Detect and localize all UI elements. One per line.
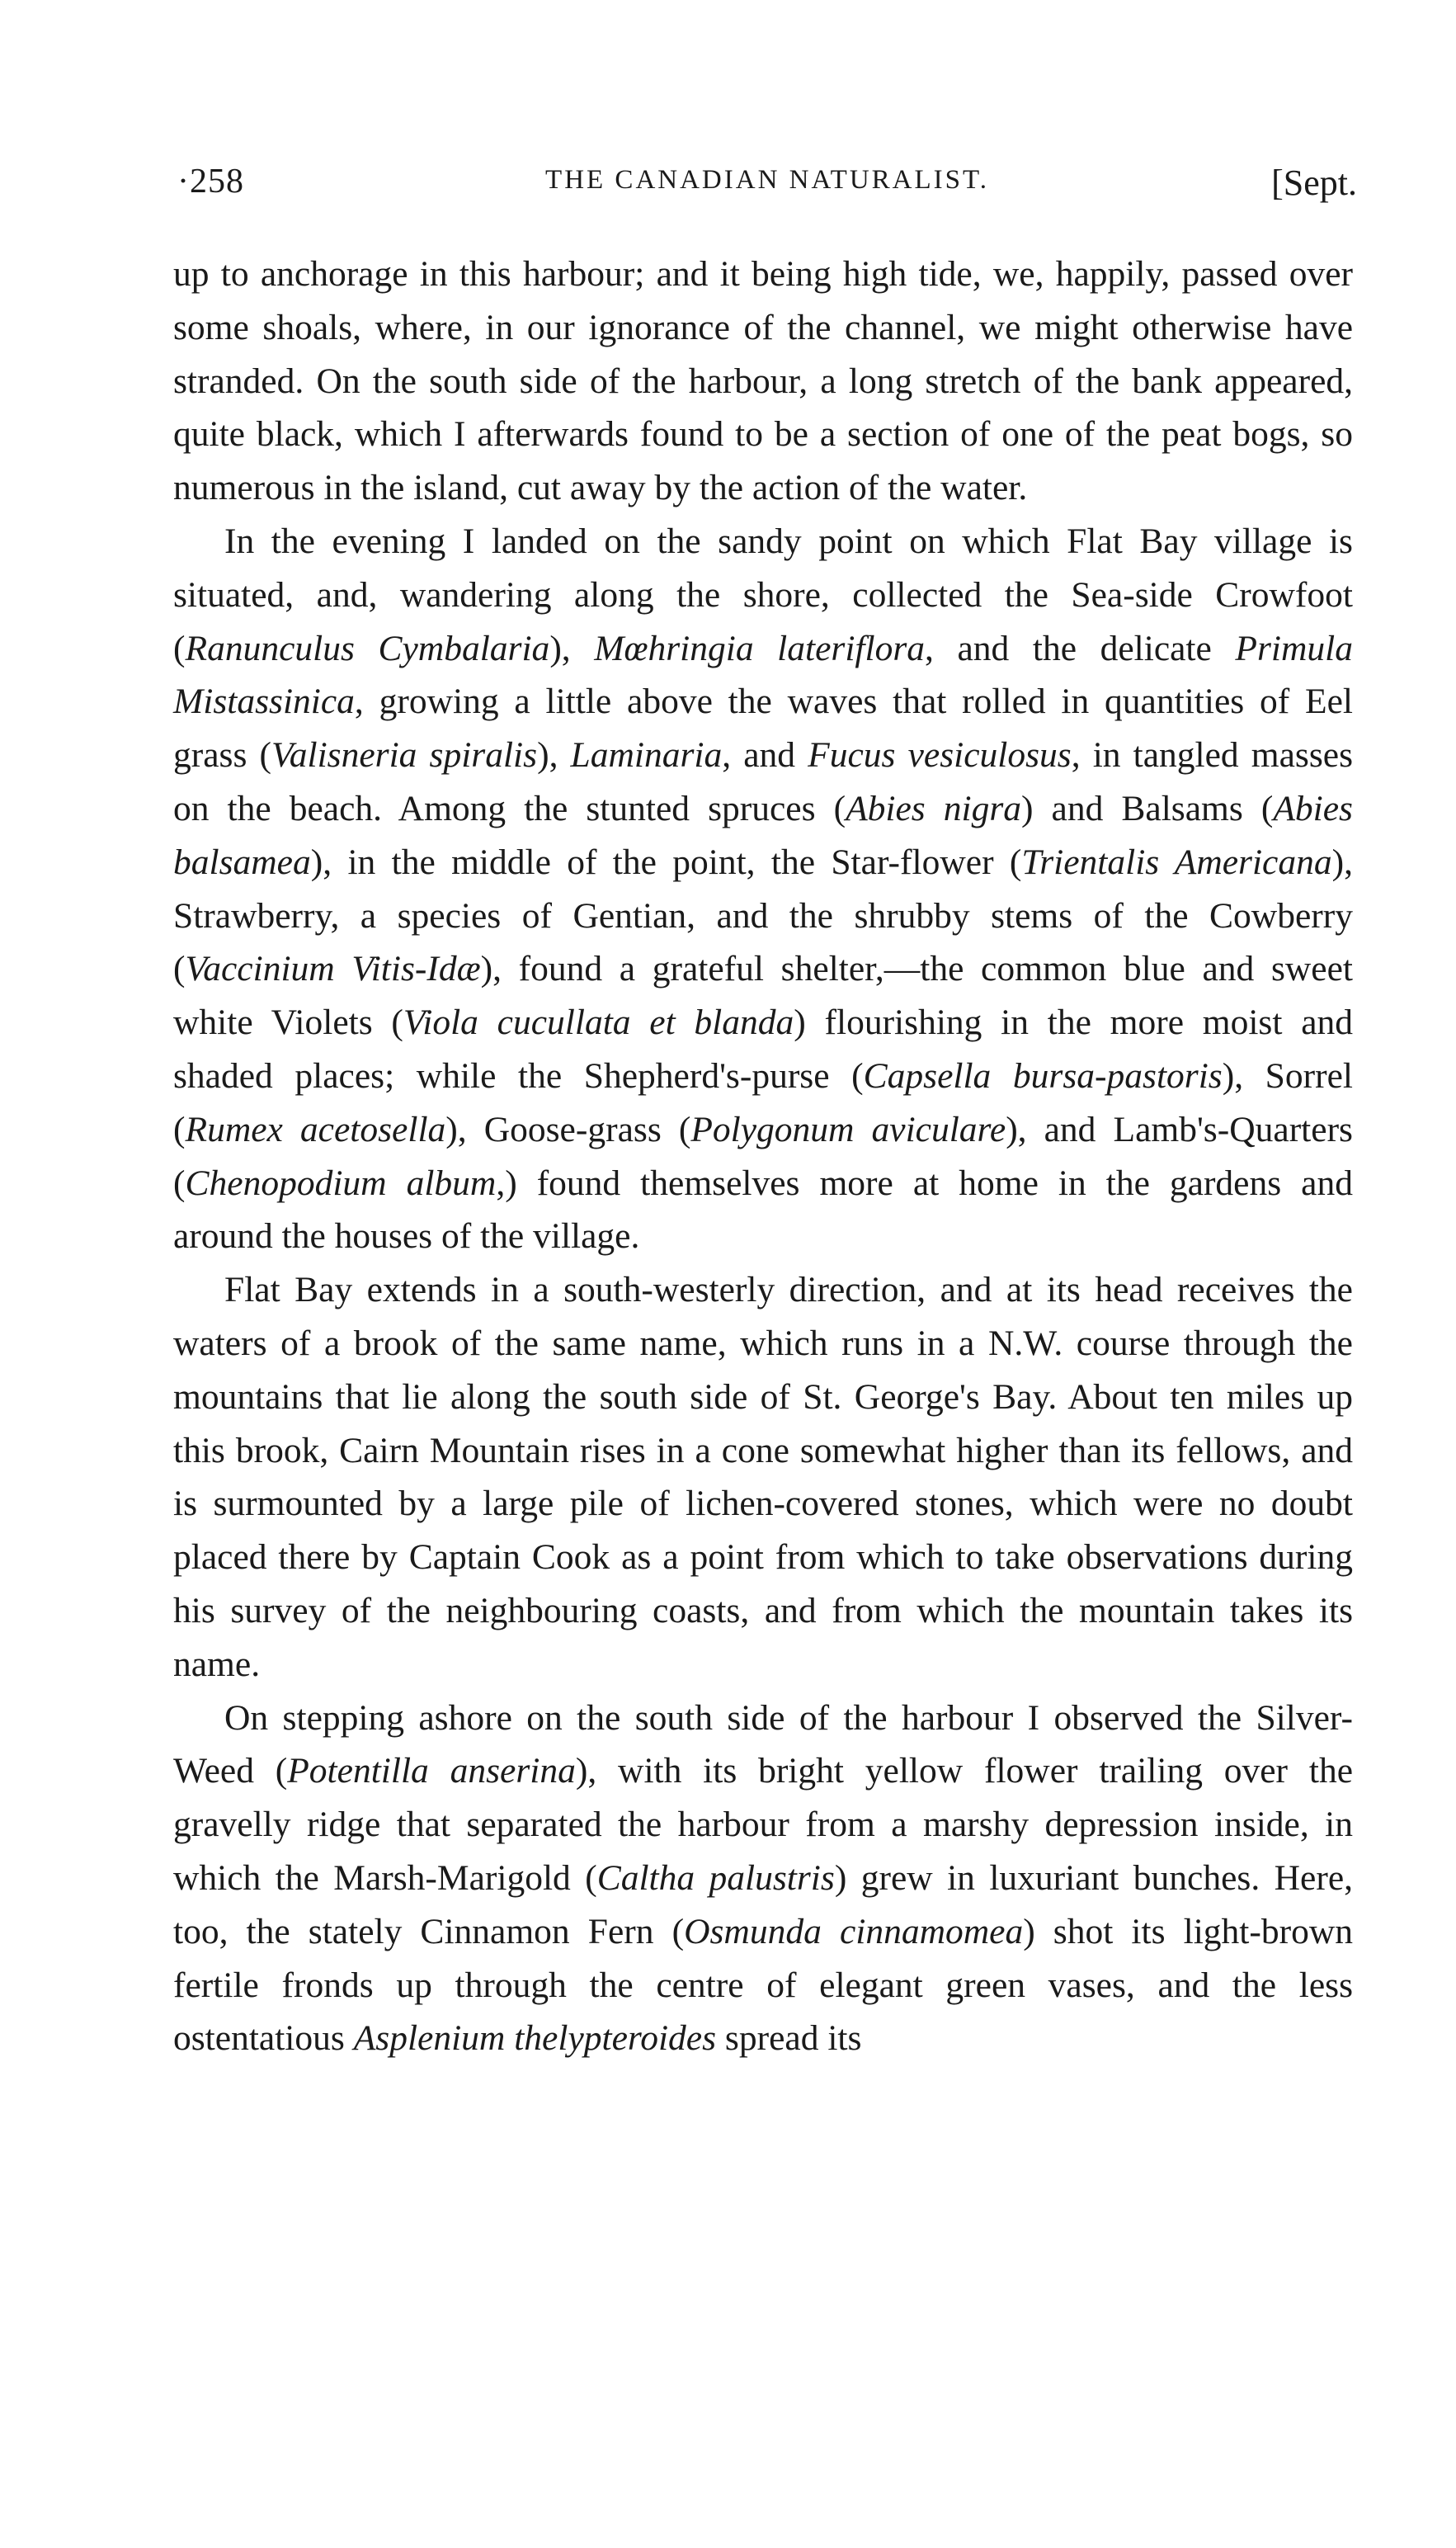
text-run: , growing a little above the waves that rolled in quantities of Eel grass ( xyxy=(173,682,1353,776)
species-name: Fucus vesiculosus xyxy=(808,735,1072,776)
text-run: ), and Lamb's-Quarters ( xyxy=(173,1109,1353,1203)
running-title: THE CANADIAN NATURALIST. xyxy=(545,165,989,195)
species-name: Viola cucullata et blanda xyxy=(403,1003,794,1043)
species-name: Abies nigra xyxy=(846,788,1022,828)
species-name: Ranunculus Cymbalaria xyxy=(185,628,550,668)
text-run: ), Sorrel ( xyxy=(173,1055,1353,1149)
species-name: Valisneria spiralis xyxy=(271,735,538,776)
species-name: Capsella bursa-pastoris xyxy=(863,1055,1223,1096)
text-run: , and the delicate xyxy=(925,628,1236,668)
species-name: Potentilla anserina xyxy=(287,1751,576,1791)
species-name: Chenopodium album xyxy=(185,1163,497,1203)
text-run: In the evening I landed on the sandy point on which Flat Bay village is situated, and, wandering along the shore, collected the Sea-side Crowfoot ( xyxy=(173,521,1353,668)
species-name: Rumex acetosella xyxy=(185,1109,446,1149)
text-run: ), in the middle of the point, the Star-flower ( xyxy=(310,842,1022,882)
text-run: On stepping ashore on the south side of the harbour I observed the Silver-Weed ( xyxy=(173,1697,1353,1791)
species-name: Trientalis Americana xyxy=(1021,842,1332,882)
species-name: Laminaria xyxy=(570,735,723,776)
text-run: ) flourishing in the more moist and shaded places; while the Shepherd's-purse ( xyxy=(173,1003,1354,1096)
text-run: Flat Bay extends in a south-westerly direction, and at its head receives the waters of a brook of the same name, which runs in a N.W. course through the mountains that lie along the south side of St. George's Bay. About ten miles up this brook, Cairn Mountain rises in a cone somewhat higher than its fellows, and is surmounted by a large pile of lichen-covered stones, which were no doubt placed there by Captain Cook as a point from which to take observations during his survey of the neighbouring coasts, and from which the mountain takes its name. xyxy=(173,1270,1353,1684)
paragraph xyxy=(173,1263,1353,1691)
text-run: ), Goose-grass ( xyxy=(445,1109,691,1149)
text-run: ), found a grateful shelter,—the common blue and sweet white Violets ( xyxy=(173,949,1353,1043)
species-name: Mœhringia lateriflora xyxy=(594,628,926,668)
running-date: [Sept. xyxy=(1271,163,1357,203)
page-number: ·258 xyxy=(177,163,244,201)
species-name: Vaccinium Vitis-Idæ xyxy=(185,949,481,989)
text-run: ), Strawberry, a species of Gentian, and the shrubby stems of the Cowberry ( xyxy=(173,842,1353,989)
text-run: ,) found themselves more at home in the gardens and around the houses of the village. xyxy=(173,1163,1353,1257)
paragraph xyxy=(173,1692,1353,2066)
text-run: ) and Balsams ( xyxy=(1021,788,1274,828)
text-run: ), xyxy=(549,628,595,668)
text-run: , in tangled masses on the beach. Among the stunted spruces ( xyxy=(173,735,1354,828)
species-name: Asplenium thelypteroides xyxy=(353,2018,717,2059)
species-name: Osmunda cinnamomea xyxy=(684,1911,1024,1951)
species-name: Abies balsamea xyxy=(173,788,1353,882)
text-run: ) shot its light-brown fertile fronds up through the centre of elegant green vases, and the less ostentatious xyxy=(173,1911,1354,2059)
text-run: ) grew in luxuriant bunches. Here, too, the stately Cinnamon Fern ( xyxy=(173,1857,1353,1951)
paragraph xyxy=(173,248,1353,515)
text-run: ), xyxy=(537,735,571,776)
text-run: , and xyxy=(722,735,808,776)
text-run: spread its xyxy=(716,2018,862,2059)
species-name: Caltha palustris xyxy=(596,1857,835,1898)
species-name: Polygonum aviculare xyxy=(690,1109,1006,1149)
text-run: up to anchorage in this harbour; and it being high tide, we, happily, passed over some shoals, where, in our ignorance of the channel, we might otherwise have stranded. On the south side of the harbour, a long stretch of the bank appeared, quite black, which I afterwards found to be a section of one of the peat bogs, so numerous in the island, cut away by the action of the water. xyxy=(173,254,1353,508)
species-name: Primula Mistassinica xyxy=(173,628,1353,722)
text-run: ), with its bright yellow flower trailing over the gravelly ridge that separated the harbour from a marshy depression inside, in which the Marsh-Marigold ( xyxy=(173,1751,1353,1898)
paragraph xyxy=(173,515,1353,1263)
body-text xyxy=(173,248,1353,2065)
running-header xyxy=(177,162,1357,221)
